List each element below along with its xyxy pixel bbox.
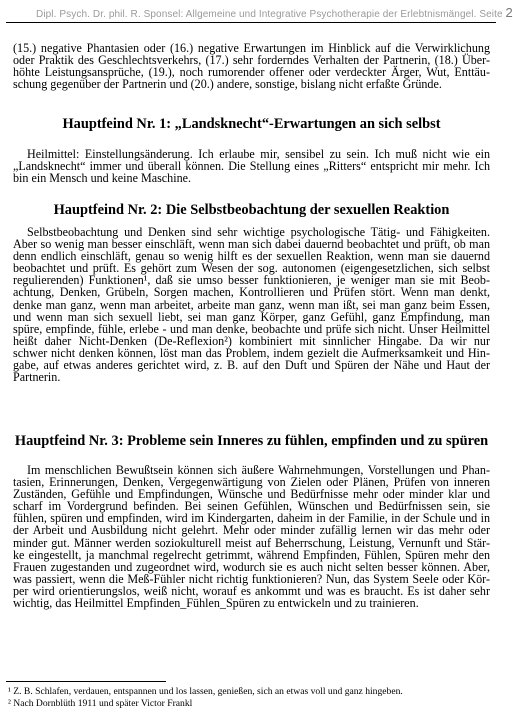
paragraph-hauptfeind-3 bbox=[13, 464, 490, 609]
header-text bbox=[36, 5, 513, 20]
heading-hauptfeind-2: Hauptfeind Nr. 2: Die Selbstbeobachtung der sexuellen Reaktion bbox=[53, 202, 450, 218]
text-line: Aber so wenig man besser einschläft, wenn man sich dabei dauernd beobachtet und prüft, ob man bbox=[13, 237, 490, 252]
text-line: ke eingestellt, ja manchmal regelrecht getrimmt, während Empfinden, Fühlen, Spüren mehr den bbox=[13, 547, 490, 562]
text-line: Im menschlichen Bewußtsein können sich äußere Wahrnehmungen, Vorstellungen und Phan- bbox=[27, 463, 490, 477]
page-header bbox=[6, 0, 513, 23]
text-line: beobachtet und prüft. Es gehört zum Wesen der sog. autonomen (eigengesetzlichen, sich selbst bbox=[13, 261, 490, 276]
text-line: was passiert, wenn die Meß-Fühler nicht richtig funktionieren? Nun, das System Seele oder Kör- bbox=[13, 571, 490, 586]
text-line: denn endlich einschläft, genau so wenig hilft es der sexuellen Reaktion, wenn man sie dauernd bbox=[13, 249, 490, 264]
heading-hauptfeind-3: Hauptfeind Nr. 3: Probleme sein Inneres zu fühlen, empfinden und zu spüren bbox=[14, 433, 489, 449]
text-line: regulierenden) Funktionen¹, daß sie umso besser funktionieren, je weniger man sie mit Beob- bbox=[13, 273, 490, 288]
paragraph-hauptfeind-1 bbox=[13, 148, 490, 184]
footnote-2: ² Nach Dornblüth 1911 und später Victor Frankl bbox=[8, 698, 193, 709]
text-line: spüre, empfinde, fühle, erlebe - und man denke, beobachte und prüfe sich nicht. Unser Heilmittel bbox=[13, 321, 490, 336]
text-line: Zuständen, Gefühle und Empfindungen, Wünsche und Bedürfnisse mehr oder minder klar und bbox=[13, 487, 490, 502]
text-line: „Landsknecht“ immer und überall können. Die Stellung eines „Ritters“ entspricht mir mehr. Ich bbox=[13, 159, 490, 174]
text-line: achtung, Denken, Grübeln, Sorgen machen, Kontrollieren und Prüfen stört. Wenn man denkt, bbox=[13, 285, 490, 300]
text-line: schwer nicht denken können, löst man das Problem, indem gezielt die Aufmerksamkeit und Hin- bbox=[13, 345, 490, 360]
page-number: 2 bbox=[505, 5, 513, 20]
text-line: Heilmittel: Einstellungsänderung. Ich erlaube mir, sensibel zu sein. Ich muß nicht wie ein bbox=[27, 147, 490, 161]
text-line: oder Praktik des Geschlechtsverkehrs, (17.) sehr forderndes Verhalten der Partnerin, (18.) Über- bbox=[13, 53, 490, 68]
text-line: tasien, Erinnerungen, Denken, Vergegenwärtigung von Zielen oder Plänen, Prüfen von inneren bbox=[13, 475, 490, 490]
text-line: scharf im Vordergrund befinden. Bei seinen Gefühlen, Wünschen und Bedürfnissen sein, sie bbox=[13, 499, 490, 514]
text-line: denke man ganz, wenn man arbeitet, arbeite man ganz, wenn man ißt, sei man ganz beim Essen, bbox=[13, 297, 490, 312]
text-line: minder gut. Männer werden soziokulturell meist auf Beherrschung, Leistung, Vernunft und Stär- bbox=[13, 535, 490, 550]
text-line: bin ein Mensch und keine Maschine. bbox=[13, 171, 192, 186]
header-title: Dipl. Psych. Dr. phil. R. Sponsel: Allgemeine und Integrative Psychotherapie der Erlebtnismängel. Seite bbox=[36, 9, 503, 20]
text-line: Partnerin. bbox=[13, 370, 61, 385]
text-line: fühlen, spüren und empfinden, wird im Kindergarten, daheim in der Familie, in der Schule und in bbox=[13, 511, 490, 526]
text-line: heißt daher Nicht-Denken (De-Reflexion²) kombiniert mit sinnlicher Hingabe. Da wir nur bbox=[13, 333, 490, 348]
footnote-1: ¹ Z. B. Schlafen, verdauen, entspannen und los lassen, genießen, sich an etwas voll und ganz hingeben. bbox=[8, 686, 403, 697]
text-line: höhte Leistungsansprüche, (19.), noch rumorender offener oder verdeckter Ärger, Wut, Enttäu- bbox=[13, 65, 490, 80]
text-line: gabe, auf etwas anderes gerichtet wird, z. B. auf den Duft und Spüren der Nähe und Haut der bbox=[13, 358, 490, 373]
paragraph-hauptfeind-2 bbox=[13, 226, 490, 383]
text-line: und wenn man sich sexuell liebt, sei man ganz Körper, ganz Gefühl, ganz Empfindung, man bbox=[13, 309, 490, 324]
text-line: schung gegenüber der Partnerin und (20.) andere, sonstige, bislang nicht erfaßte Gründe. bbox=[13, 77, 442, 92]
text-line: Frauen zugestanden und zugeordnet wird, wodurch sie es auch nicht selten besser können. Aber, bbox=[13, 559, 490, 574]
text-line: per wird orientierungslos, weiß nicht, worauf es ankommt und was es braucht. Es ist daher sehr bbox=[13, 583, 490, 598]
heading-hauptfeind-1: Hauptfeind Nr. 1: „Landsknecht“-Erwartungen an sich selbst bbox=[62, 116, 441, 132]
text-line: der Arbeit und Ausbildung nicht gelehrt. Mehr oder minder zufällig lernen wir das mehr oder bbox=[13, 523, 490, 538]
footnote-divider bbox=[6, 681, 166, 682]
text-line: (15.) negative Phantasien oder (16.) negative Erwartungen im Hinblick auf die Verwirklichung bbox=[13, 41, 490, 55]
paragraph-intro bbox=[13, 42, 490, 90]
text-line: wichtig, das Heilmittel Empfinden_Fühlen_Spüren zu entwickeln und zu trainieren. bbox=[13, 596, 419, 611]
text-line: Selbstbeobachtung und Denken sind sehr wichtige psychologische Tätig- und Fähigkeiten. bbox=[27, 225, 490, 239]
